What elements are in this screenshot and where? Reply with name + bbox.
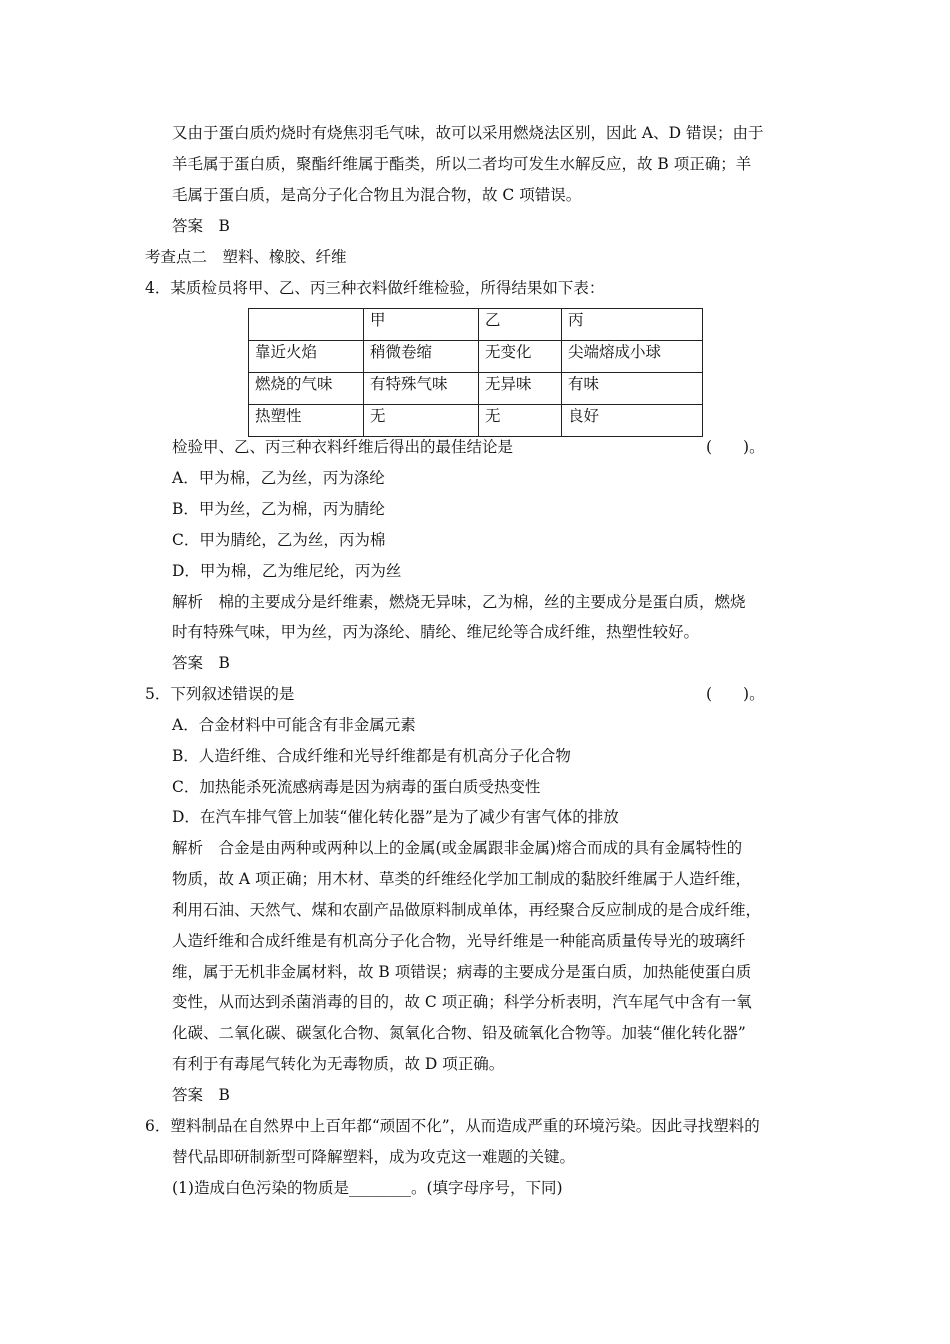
table-header-jia: 甲 xyxy=(364,309,479,341)
q4-answer: 答案 B xyxy=(172,654,230,672)
q5-analysis-line-4: 人造纤维和合成纤维是有机高分子化合物，光导纤维是一种能高质量传导光的玻璃纤 xyxy=(172,932,746,950)
q4-stem: 4．某质检员将甲、乙、丙三种衣料做纤维检验，所得结果如下表： xyxy=(145,279,605,297)
q4-answer-blank: ( )。 xyxy=(706,438,765,456)
q5-analysis-line-1: 解析 合金是由两种或两种以上的金属(或金属跟非金属)熔合而成的具有金属特性的 xyxy=(172,839,743,857)
table-cell: 燃烧的气味 xyxy=(249,373,364,405)
table-header-bing: 丙 xyxy=(562,309,703,341)
table-cell: 有特殊气味 xyxy=(364,373,479,405)
q5-option-a: A．合金材料中可能含有非金属元素 xyxy=(172,716,416,734)
table-cell: 靠近火焰 xyxy=(249,341,364,373)
table-row xyxy=(249,405,703,437)
q3-answer: 答案 B xyxy=(172,217,230,235)
q3-analysis-line-2: 羊毛属于蛋白质，聚酯纤维属于酯类，所以二者均可发生水解反应，故 B 项正确；羊 xyxy=(172,155,752,173)
q3-analysis-line-1: 又由于蛋白质灼烧时有烧焦羽毛气味，故可以采用燃烧法区别，因此 A、D 错误；由于 xyxy=(172,124,764,142)
q5-analysis-line-2: 物质，故 A 项正确；用木材、草类的纤维经化学加工制成的黏胶纤维属于人造纤维， xyxy=(172,870,752,888)
table-cell: 有味 xyxy=(562,373,703,405)
q5-option-c: C．加热能杀死流感病毒是因为病毒的蛋白质受热变性 xyxy=(172,778,541,796)
q5-answer: 答案 B xyxy=(172,1086,230,1104)
q6-stem-line-1: 6．塑料制品在自然界中上百年都“顽固不化”，从而造成严重的环境污染。因此寻找塑料的 xyxy=(145,1117,760,1135)
table-cell: 无异味 xyxy=(479,373,562,405)
q4-question: 检验甲、乙、丙三种衣料纤维后得出的最佳结论是 xyxy=(172,438,514,456)
q5-analysis-line-3: 利用石油、天然气、煤和农副产品做原料制成单体，再经聚合反应制成的是合成纤维， xyxy=(172,901,762,919)
q4-option-a: A．甲为棉，乙为丝，丙为涤纶 xyxy=(172,469,385,487)
table-row xyxy=(249,373,703,405)
table-cell: 良好 xyxy=(562,405,703,437)
q4-analysis-line-1: 解析 棉的主要成分是纤维素，燃烧无异味，乙为棉，丝的主要成分是蛋白质，燃烧 xyxy=(172,593,746,611)
q4-option-c: C．甲为腈纶，乙为丝，丙为棉 xyxy=(172,531,386,549)
q3-analysis-line-3: 毛属于蛋白质，是高分子化合物且为混合物，故 C 项错误。 xyxy=(172,186,582,204)
q5-analysis-line-5: 维，属于无机非金属材料，故 B 项错误；病毒的主要成分是蛋白质，加热能使蛋白质 xyxy=(172,963,752,981)
q5-analysis-line-7: 化碳、二氧化碳、碳氢化合物、氮氧化合物、铅及硫氧化合物等。加装“催化转化器” xyxy=(172,1024,746,1042)
q5-option-d: D．在汽车排气管上加装“催化转化器”是为了减少有害气体的排放 xyxy=(172,808,619,826)
table-header-row xyxy=(249,309,703,341)
table-cell: 无 xyxy=(364,405,479,437)
q5-option-b: B．人造纤维、合成纤维和光导纤维都是有机高分子化合物 xyxy=(172,747,571,765)
table-cell: 稍微卷缩 xyxy=(364,341,479,373)
q4-analysis-line-2: 时有特殊气味，甲为丝，丙为涤纶、腈纶、维尼纶等合成纤维，热塑性较好。 xyxy=(172,623,700,641)
q6-stem-line-2: 替代品即研制新型可降解塑料，成为攻克这一难题的关键。 xyxy=(172,1148,576,1166)
q5-answer-blank: ( )。 xyxy=(706,685,765,703)
table-header-yi: 乙 xyxy=(479,309,562,341)
table-cell: 尖端熔成小球 xyxy=(562,341,703,373)
table-cell: 无变化 xyxy=(479,341,562,373)
table-cell: 无 xyxy=(479,405,562,437)
table-cell xyxy=(249,309,364,341)
section-heading: 考查点二 塑料、橡胶、纤维 xyxy=(145,248,347,266)
q4-option-b: B．甲为丝，乙为棉，丙为腈纶 xyxy=(172,500,385,518)
q6-subquestion-1: (1)造成白色污染的物质是________。(填字母序号，下同) xyxy=(172,1179,563,1197)
q5-analysis-line-6: 变性，从而达到杀菌消毒的目的，故 C 项正确；科学分析表明，汽车尾气中含有一氧 xyxy=(172,993,752,1011)
q5-analysis-line-8: 有利于有毒尾气转化为无毒物质，故 D 项正确。 xyxy=(172,1055,505,1073)
table-cell: 热塑性 xyxy=(249,405,364,437)
q4-option-d: D．甲为棉，乙为维尼纶，丙为丝 xyxy=(172,562,402,580)
fiber-test-table xyxy=(248,308,703,437)
table-row xyxy=(249,341,703,373)
q5-stem: 5．下列叙述错误的是 xyxy=(145,685,295,703)
